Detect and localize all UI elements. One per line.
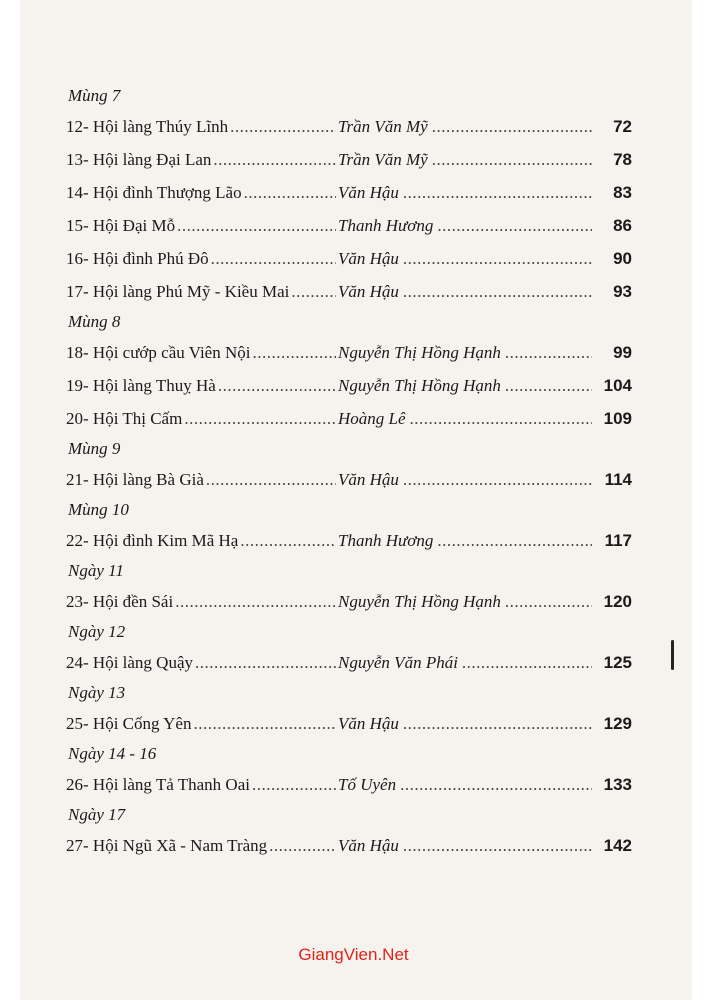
entry-author: Văn Hậu <box>338 836 399 855</box>
dot-leader <box>184 402 336 435</box>
entry-title: 21- Hội làng Bà Già <box>66 470 204 489</box>
dot-leader <box>240 524 336 557</box>
entry-title: 12- Hội làng Thúy Lĩnh <box>66 117 229 136</box>
entry-page-number: 99 <box>613 343 632 362</box>
entry-author: Thanh Hương <box>338 531 434 550</box>
dot-leader <box>505 336 592 369</box>
toc-entry <box>66 829 632 862</box>
toc-entry <box>66 524 632 557</box>
toc-entry <box>66 242 632 275</box>
toc-entry <box>66 110 632 143</box>
dot-leader <box>213 143 336 176</box>
entry-title: 19- Hội làng Thuỵ Hà <box>66 376 216 395</box>
entry-page-number: 109 <box>603 409 632 428</box>
toc-entry <box>66 209 632 242</box>
entry-title: 22- Hội đình Kim Mã Hạ <box>66 531 239 550</box>
entry-title: 24- Hội làng Quậy <box>66 653 194 672</box>
dot-leader <box>400 768 592 801</box>
entry-page-number: 90 <box>613 249 632 268</box>
entry-author: Nguyễn Văn Phái <box>338 653 458 672</box>
dot-leader <box>211 242 336 275</box>
section-heading: Ngày 11 <box>68 561 124 580</box>
section-heading: Mùng 10 <box>68 500 129 519</box>
entry-page-number: 86 <box>613 216 632 235</box>
entry-title: 13- Hội làng Đại Lan <box>66 150 212 169</box>
entry-title: 23- Hội đền Sái <box>66 592 174 611</box>
entry-page-number: 142 <box>603 836 632 855</box>
dot-leader <box>218 369 336 402</box>
dot-leader <box>252 768 336 801</box>
toc-entry <box>66 336 632 369</box>
toc-entry <box>66 585 632 618</box>
toc-entry <box>66 707 632 740</box>
section-heading: Ngày 12 <box>68 622 126 641</box>
dot-leader <box>432 110 592 143</box>
toc-entry <box>66 402 632 435</box>
dot-leader <box>206 463 336 496</box>
section-heading: Mùng 9 <box>68 439 121 458</box>
dot-leader <box>269 829 336 862</box>
dot-leader <box>505 585 592 618</box>
entry-title: 26- Hội làng Tả Thanh Oai <box>66 775 250 794</box>
entry-title: 27- Hội Ngũ Xã - Nam Tràng <box>66 836 268 855</box>
dot-leader <box>403 275 592 308</box>
dot-leader <box>403 176 592 209</box>
toc-entry <box>66 143 632 176</box>
dot-leader <box>432 143 592 176</box>
dot-leader <box>195 646 336 679</box>
entry-title: 25- Hội Cống Yên <box>66 714 192 733</box>
entry-author: Văn Hậu <box>338 714 399 733</box>
entry-page-number: 104 <box>603 376 632 395</box>
toc-entry <box>66 463 632 496</box>
dot-leader <box>403 829 592 862</box>
section-heading: Ngày 14 - 16 <box>68 744 157 763</box>
entry-title: 20- Hội Thị Cấm <box>66 409 183 428</box>
section-heading: Ngày 17 <box>68 805 126 824</box>
entry-page-number: 83 <box>613 183 632 202</box>
section-heading: Mùng 7 <box>68 86 121 105</box>
page-edge-mark <box>671 640 674 670</box>
entry-page-number: 125 <box>603 653 632 672</box>
entry-page-number: 72 <box>613 117 632 136</box>
entry-author: Trần Văn Mỹ <box>338 117 428 136</box>
entry-title: 14- Hội đình Thượng Lão <box>66 183 242 202</box>
dot-leader <box>291 275 336 308</box>
toc-entry <box>66 768 632 801</box>
dot-leader <box>175 585 336 618</box>
dot-leader <box>403 707 592 740</box>
section-heading: Mùng 8 <box>68 312 121 331</box>
entry-title: 17- Hội làng Phú Mỹ - Kiều Mai <box>66 282 290 301</box>
entry-page-number: 93 <box>613 282 632 301</box>
dot-leader <box>437 209 592 242</box>
dot-leader <box>505 369 592 402</box>
entry-author: Nguyễn Thị Hồng Hạnh <box>338 376 501 395</box>
dot-leader <box>193 707 336 740</box>
toc-entry <box>66 646 632 679</box>
entry-title: 16- Hội đình Phú Đô <box>66 249 209 268</box>
entry-author: Thanh Hương <box>338 216 434 235</box>
book-page <box>20 0 692 1000</box>
entry-title: 15- Hội Đại Mỗ <box>66 216 176 235</box>
entry-page-number: 133 <box>603 775 632 794</box>
entry-author: Hoàng Lê <box>338 409 406 428</box>
table-of-contents <box>66 82 632 862</box>
entry-page-number: 114 <box>604 470 632 489</box>
entry-author: Tố Uyên <box>338 775 397 794</box>
dot-leader <box>177 209 336 242</box>
dot-leader <box>403 242 592 275</box>
entry-author: Văn Hậu <box>338 249 399 268</box>
toc-entry <box>66 275 632 308</box>
entry-page-number: 120 <box>603 592 632 611</box>
dot-leader <box>403 463 592 496</box>
entry-page-number: 117 <box>604 531 632 550</box>
toc-entry <box>66 176 632 209</box>
entry-author: Văn Hậu <box>338 470 399 489</box>
entry-author: Văn Hậu <box>338 282 399 301</box>
entry-title: 18- Hội cướp cầu Viên Nội <box>66 343 251 362</box>
entry-author: Nguyễn Thị Hồng Hạnh <box>338 592 501 611</box>
dot-leader <box>437 524 592 557</box>
entry-author: Nguyễn Thị Hồng Hạnh <box>338 343 501 362</box>
dot-leader <box>462 646 592 679</box>
entry-page-number: 129 <box>603 714 632 733</box>
entry-page-number: 78 <box>613 150 632 169</box>
watermark-text: GiangVien.Net <box>298 945 409 964</box>
dot-leader <box>244 176 336 209</box>
toc-entry <box>66 369 632 402</box>
section-heading: Ngày 13 <box>68 683 126 702</box>
dot-leader <box>252 336 336 369</box>
entry-author: Trần Văn Mỹ <box>338 150 428 169</box>
dot-leader <box>230 110 336 143</box>
entry-author: Văn Hậu <box>338 183 399 202</box>
dot-leader <box>410 402 592 435</box>
